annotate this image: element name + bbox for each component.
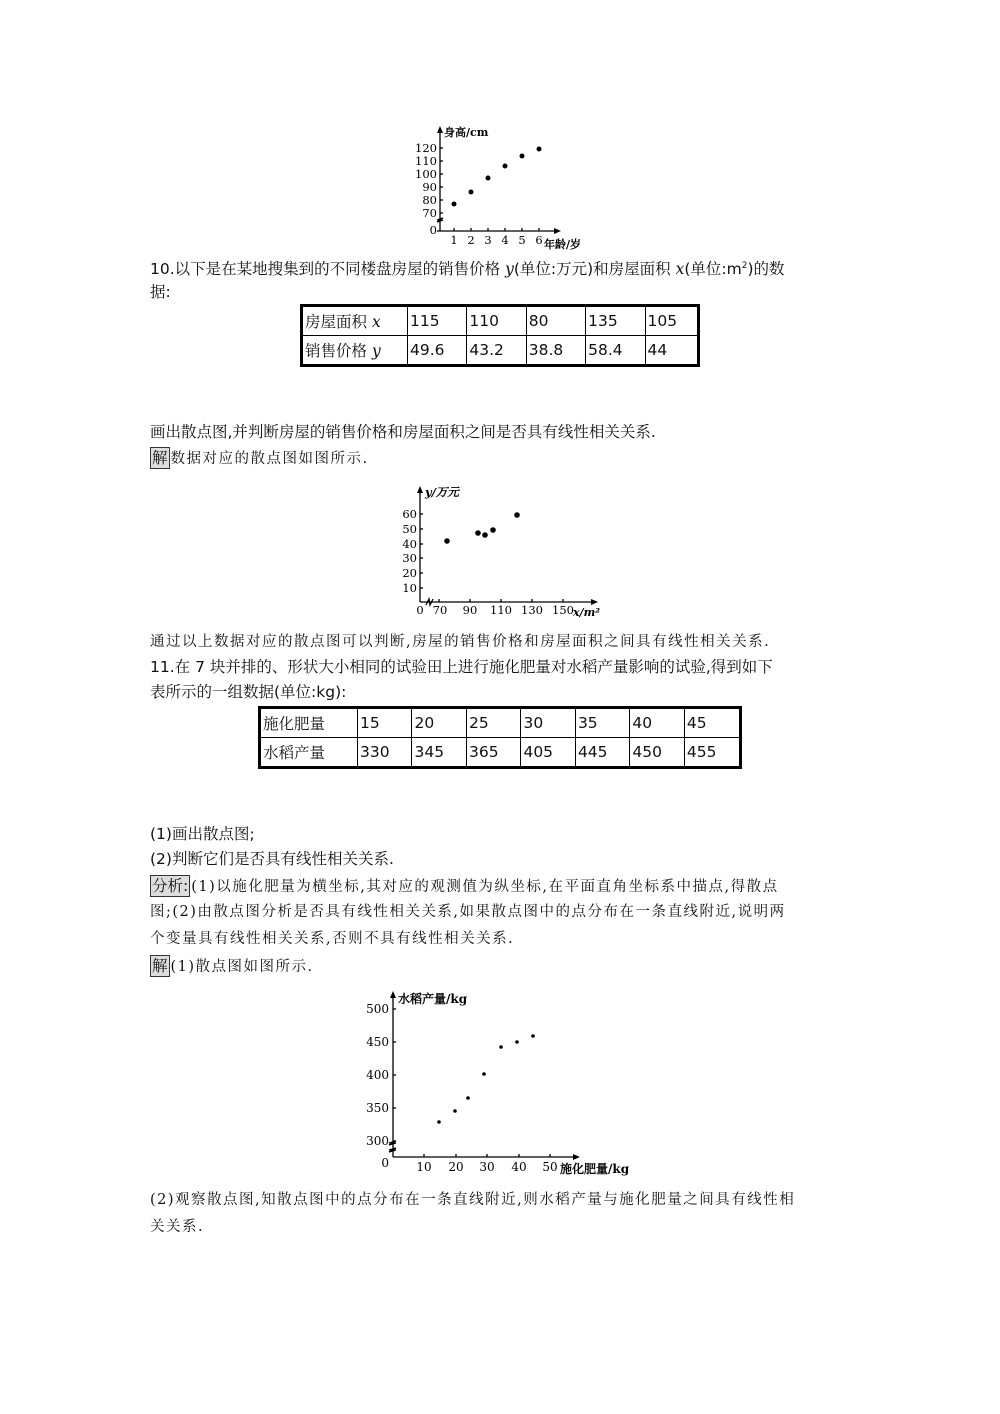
analysis-text: (1)以施化肥量为横坐标,其对应的观测值为纵坐标,在平面直角坐标系中描点,得散点 xyxy=(191,879,779,895)
q11-analysis-line1 xyxy=(150,875,779,897)
y-tick: 40 xyxy=(402,537,417,551)
y-tick: 350 xyxy=(366,1101,389,1115)
x-tick: 40 xyxy=(511,1160,527,1174)
answer-tag: 解 xyxy=(152,449,168,467)
x-tick: 110 xyxy=(490,603,512,617)
x-tick: 5 xyxy=(518,233,526,247)
table-cell: 49.6 xyxy=(408,336,467,366)
table-cell: 38.8 xyxy=(526,336,585,366)
y-axis-arrow-icon xyxy=(390,991,396,998)
table-cell: 405 xyxy=(521,738,575,768)
table-cell: 58.4 xyxy=(586,336,645,366)
table-cell: 455 xyxy=(684,738,740,768)
table-cell: 450 xyxy=(630,738,684,768)
table-row xyxy=(260,738,741,768)
x-tick: 90 xyxy=(462,603,478,617)
q10-conclusion: 通过以上数据对应的散点图可以判断,房屋的销售价格和房屋面积之间具有线性相关关系. xyxy=(150,634,771,650)
table-cell: 25 xyxy=(466,708,520,738)
x-tick: 150 xyxy=(552,603,574,617)
table-row xyxy=(260,708,741,738)
row-header: 水稻产量 xyxy=(260,738,358,768)
table-cell: 445 xyxy=(575,738,629,768)
x-tick: 6 xyxy=(535,233,543,247)
q11-answer-1 xyxy=(150,955,314,977)
table-cell: 44 xyxy=(645,336,699,366)
x-tick: 1 xyxy=(450,233,458,247)
q11-stem-line1: 11.在 7 块并排的、形状大小相同的试验田上进行施化肥量对水稻产量影响的试验,得到如下 xyxy=(150,658,773,676)
q10-text: (单位:万元)和房屋面积 xyxy=(513,260,676,279)
table-cell: 80 xyxy=(526,306,585,336)
table-cell: 20 xyxy=(412,708,466,738)
x-axis-label: x/m² xyxy=(573,606,601,618)
q10-stem-line1 xyxy=(150,256,785,279)
q11-answer-2-line1: (2)观察散点图,知散点图中的点分布在一条直线附近,则水稻产量与施化肥量之间具有线性相 xyxy=(150,1192,796,1208)
x-axis-arrow-icon xyxy=(591,599,598,605)
var-x: x xyxy=(675,260,685,279)
y-axis-label: y/万元 xyxy=(425,485,459,499)
y-tick: 100 xyxy=(415,167,437,181)
origin-label: 0 xyxy=(429,223,437,237)
answer-tag: 解 xyxy=(152,957,168,975)
x-tick: 50 xyxy=(542,1160,558,1174)
origin-label: 0 xyxy=(416,603,424,617)
y-tick: 450 xyxy=(366,1035,389,1049)
analysis-tag: 分析: xyxy=(152,877,189,895)
x-axis-label: 施化肥量/kg xyxy=(560,1162,630,1176)
x-tick: 130 xyxy=(521,603,543,617)
table-row xyxy=(302,336,699,366)
x-axis-arrow-icon xyxy=(573,1154,580,1160)
answer-text: 数据对应的散点图如图所示. xyxy=(170,451,369,467)
x-tick: 3 xyxy=(484,233,492,247)
y-tick: 120 xyxy=(415,141,437,155)
q10-text: 10.以下是在某地搜集到的不同楼盘房屋的销售价格 xyxy=(150,260,506,279)
y-tick: 10 xyxy=(402,581,417,595)
row-header: 施化肥量 xyxy=(260,708,358,738)
x-tick: 10 xyxy=(416,1160,432,1174)
table-cell: 15 xyxy=(358,708,412,738)
q11-analysis-line3: 个变量具有线性相关关系,否则不具有线性相关关系. xyxy=(150,931,515,947)
x-axis-arrow-icon xyxy=(554,228,561,234)
table-cell: 105 xyxy=(645,306,699,336)
y-tick: 50 xyxy=(402,522,417,536)
y-tick: 80 xyxy=(422,193,437,207)
x-axis-label: 年龄/岁 xyxy=(544,238,582,250)
q11-sub2: (2)判断它们是否具有线性相关关系. xyxy=(150,850,394,868)
table-cell: 45 xyxy=(684,708,740,738)
y-tick: 30 xyxy=(402,551,417,565)
y-axis-arrow-icon xyxy=(437,126,443,133)
y-tick: 70 xyxy=(422,206,437,220)
superscript: 2 xyxy=(741,261,748,271)
table-cell: 35 xyxy=(575,708,629,738)
x-tick: 30 xyxy=(479,1160,495,1174)
q10-answer xyxy=(150,447,369,469)
q11-stem-line2: 表所示的一组数据(单位:kg): xyxy=(150,683,347,701)
row-header: 房屋面积 x xyxy=(302,306,408,336)
y-axis-label: 水稻产量/kg xyxy=(398,992,468,1006)
x-tick: 70 xyxy=(432,603,448,617)
q10-text: (单位:m xyxy=(684,260,742,279)
y-tick: 300 xyxy=(366,1134,389,1148)
table-cell: 40 xyxy=(630,708,684,738)
table-cell: 345 xyxy=(412,738,466,768)
var-y: y xyxy=(505,260,514,279)
y-tick: 500 xyxy=(366,1002,389,1016)
y-tick: 110 xyxy=(415,154,437,168)
table-cell: 365 xyxy=(466,738,520,768)
x-tick: 4 xyxy=(501,233,509,247)
housing-data-table xyxy=(300,304,700,367)
origin-label: 0 xyxy=(381,1156,389,1170)
table-cell: 330 xyxy=(358,738,412,768)
row-header: 销售价格 y xyxy=(302,336,408,366)
q10-text: )的数 xyxy=(747,260,785,279)
y-tick: 20 xyxy=(402,566,417,580)
answer-text: (1)散点图如图所示. xyxy=(170,959,314,975)
table-cell: 43.2 xyxy=(467,336,526,366)
height-age-scatter-chart xyxy=(410,118,610,250)
yield-fertilizer-scatter-chart xyxy=(360,990,650,1180)
q10-stem-line2: 据: xyxy=(150,283,171,301)
price-area-scatter-chart xyxy=(393,478,608,618)
y-axis-label: 身高/cm xyxy=(444,126,489,139)
q10-question: 画出散点图,并判断房屋的销售价格和房屋面积之间是否具有线性相关关系. xyxy=(150,423,656,441)
y-tick: 400 xyxy=(366,1068,389,1082)
y-axis-arrow-icon xyxy=(417,486,423,493)
q11-answer-2-line2: 关关系. xyxy=(150,1219,205,1235)
table-cell: 30 xyxy=(521,708,575,738)
x-tick: 2 xyxy=(467,233,475,247)
table-row xyxy=(302,306,699,336)
table-cell: 115 xyxy=(408,306,467,336)
fertilizer-yield-table xyxy=(258,706,742,769)
table-cell: 110 xyxy=(467,306,526,336)
q11-analysis-line2: 图;(2)由散点图分析是否具有线性相关关系,如果散点图中的点分布在一条直线附近,说明两 xyxy=(150,904,786,920)
y-tick: 90 xyxy=(422,180,437,194)
y-tick: 60 xyxy=(402,507,417,521)
table-cell: 135 xyxy=(586,306,645,336)
x-tick: 20 xyxy=(448,1160,464,1174)
q11-sub1: (1)画出散点图; xyxy=(150,825,255,843)
